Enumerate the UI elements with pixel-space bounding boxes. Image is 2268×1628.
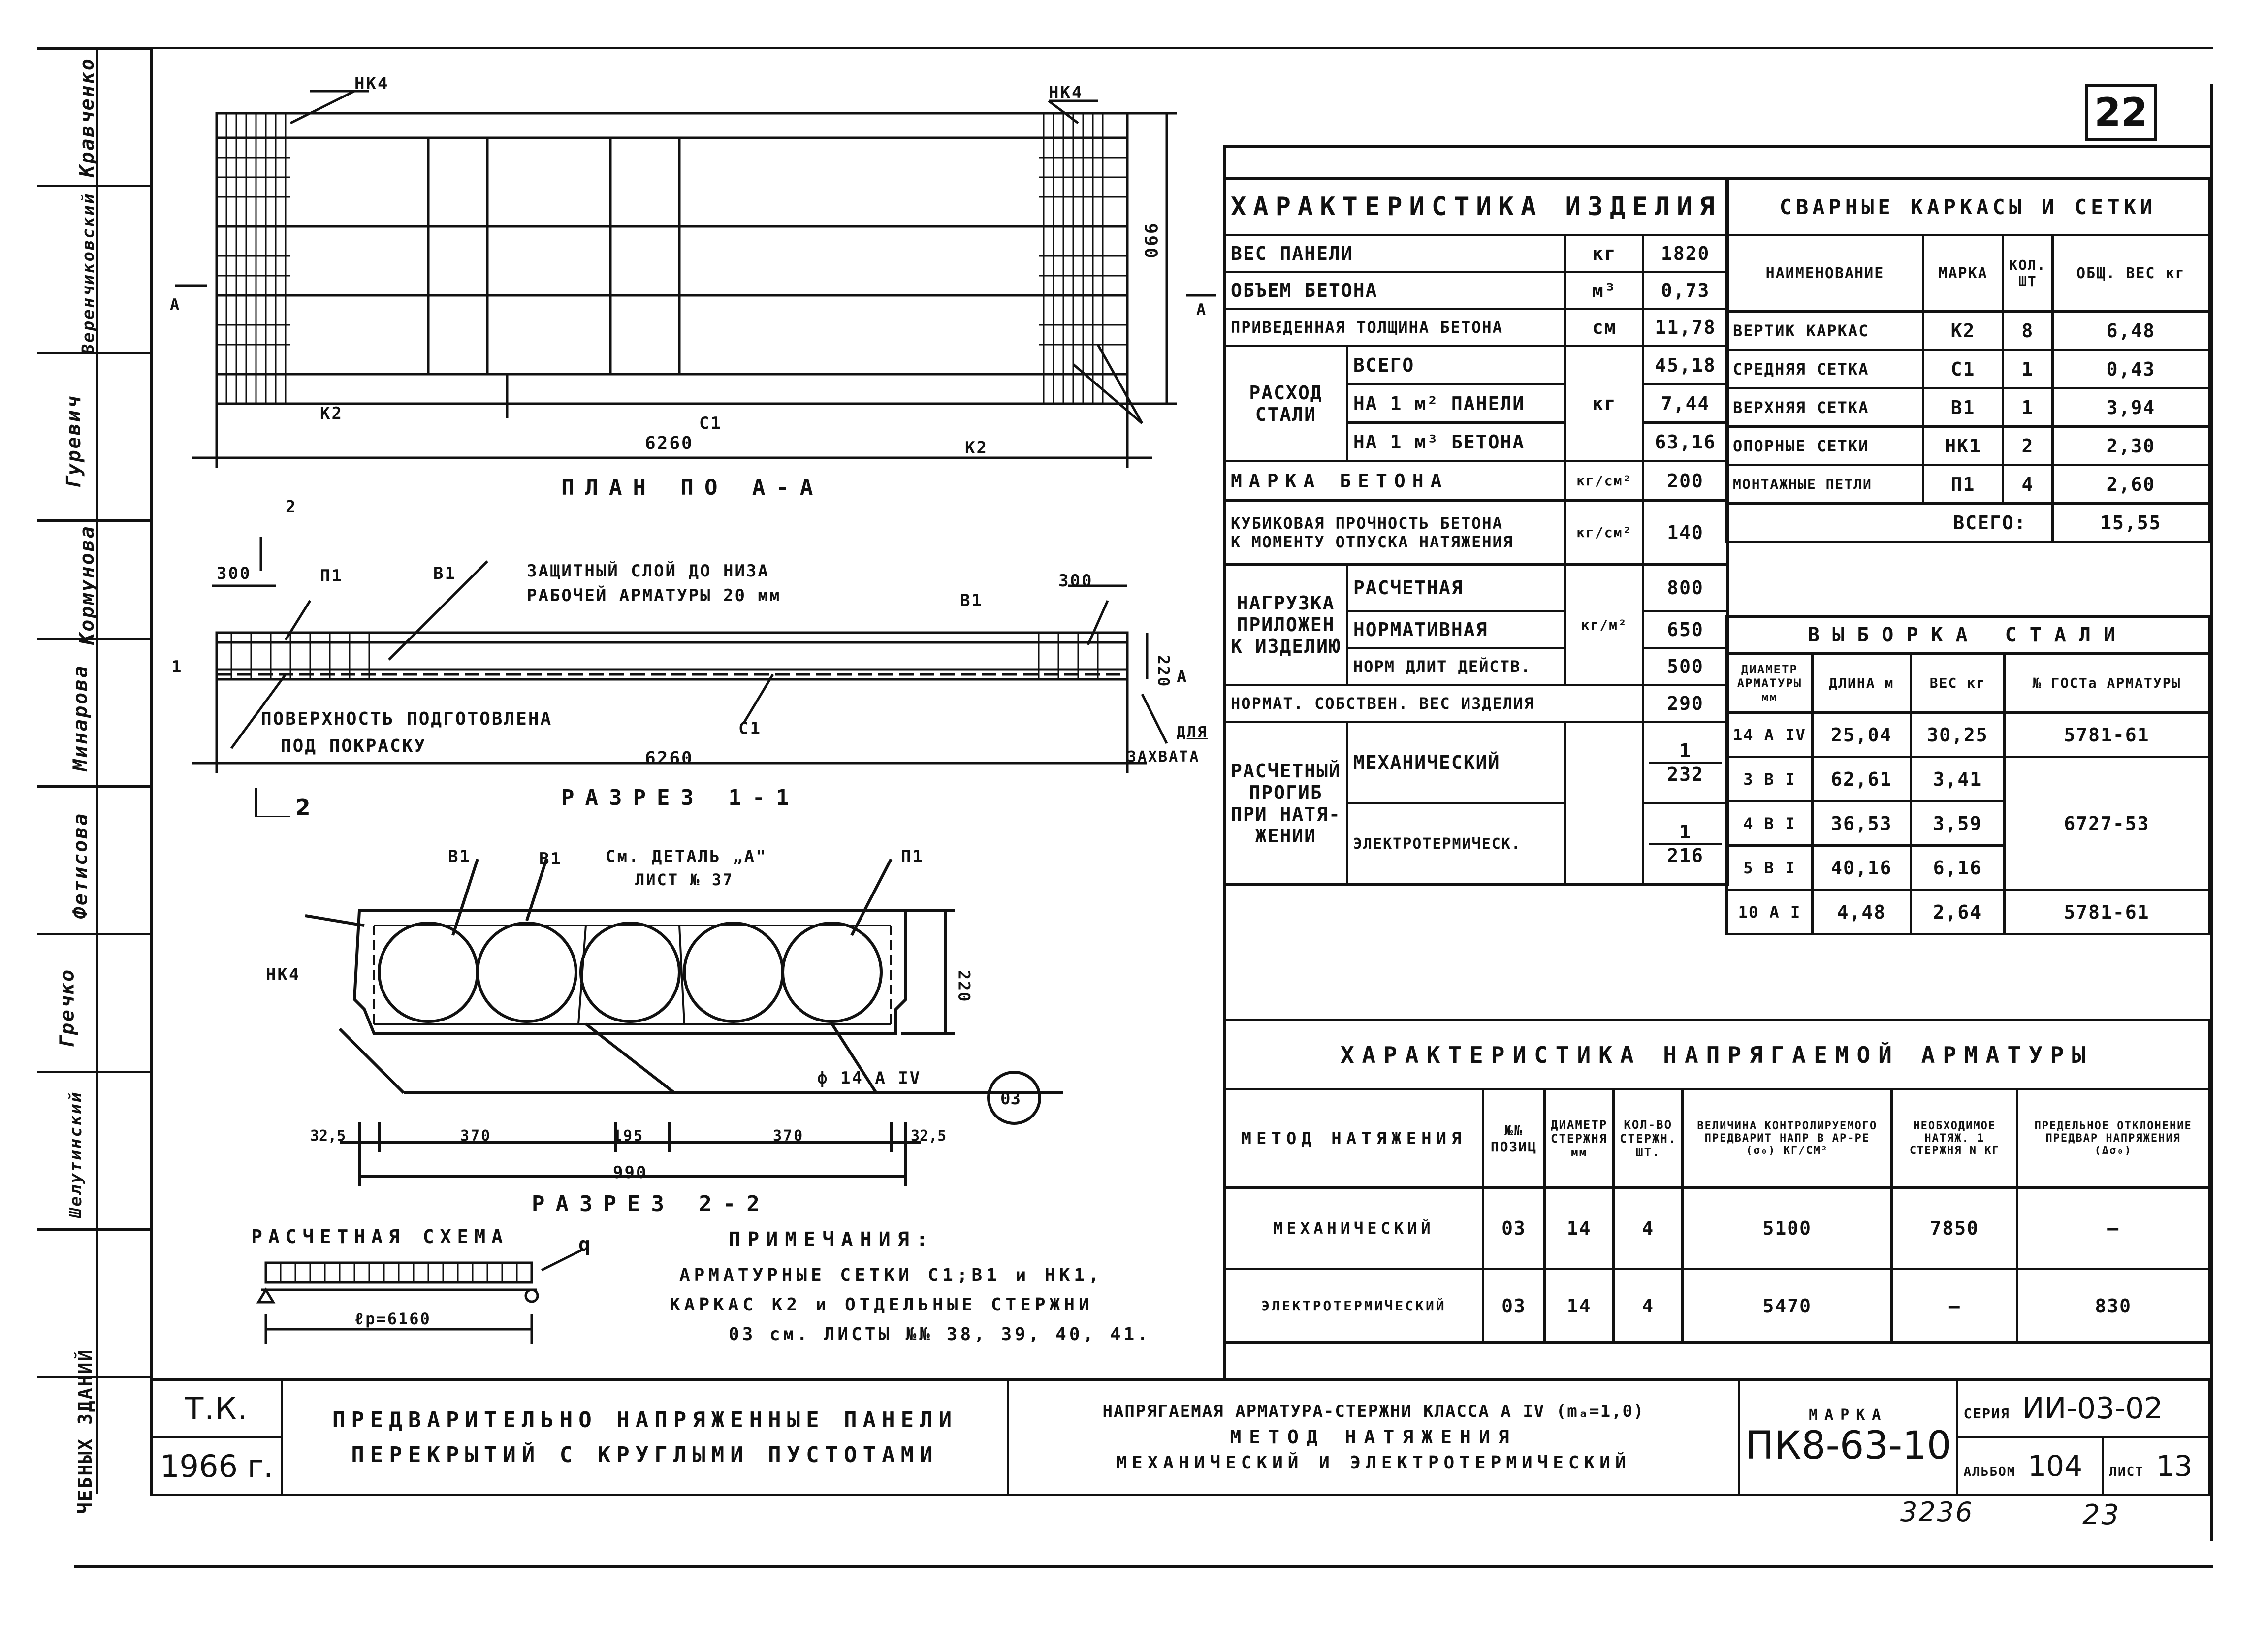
title-org-2: 1966 г. (152, 1437, 282, 1495)
steel-table-header: ВЫБОРКА СТАЛИ (1727, 617, 2209, 654)
plan-k2-left: К2 (320, 404, 343, 423)
frames-col-name: НАИМЕНОВАНИЕ (1727, 235, 1923, 312)
frames-cell: 4 (2003, 465, 2052, 504)
tension-cell: 4 (1614, 1269, 1683, 1343)
title-series: ИИ-03-02 (2022, 1391, 2163, 1426)
s22-detail-2: ЛИСТ № 37 (635, 870, 734, 889)
load-sub: РАСЧЕТНАЯ (1347, 565, 1565, 611)
frames-cell: ВЕРТИК КАРКАС (1727, 312, 1923, 350)
steel-sub: НА 1 м³ БЕТОНА (1347, 423, 1565, 461)
steel-table (1725, 615, 2210, 935)
frames-col-mark: МАРКА (1923, 235, 2003, 312)
frames-col-weight: ОБЩ. ВЕС кг (2052, 235, 2209, 312)
title-sheet-cell (2103, 1437, 2209, 1495)
steel-cell: 3 В I (1727, 757, 1813, 801)
plan-k2-right: К2 (965, 438, 988, 458)
load-value: 650 (1643, 611, 1727, 648)
cube-strength-line-1: КУБИКОВАЯ ПРОЧНОСТЬ БЕТОНА (1231, 513, 1503, 533)
steel-cell: 40,16 (1812, 846, 1911, 890)
s11-surface-1: ПОВЕРХНОСТЬ ПОДГОТОВЛЕНА (261, 709, 553, 729)
product-row-unit: см (1565, 309, 1643, 346)
title-block (150, 1378, 2210, 1496)
calc-scheme-point: q (578, 1233, 592, 1256)
deflection-sub: ЭЛЕКТРОТЕРМИЧЕСК. (1347, 803, 1565, 885)
deflection-den: 232 (1667, 764, 1704, 785)
product-row-name: ВЕС ПАНЕЛИ (1225, 235, 1565, 272)
steel-cell: 36,53 (1812, 801, 1911, 846)
steel-col-length: ДЛИНА м (1812, 654, 1911, 713)
steel-cell: 6727-53 (2004, 757, 2209, 890)
steel-value: 63,16 (1643, 423, 1727, 461)
tension-col-pos: №№ ПОЗИЦ (1483, 1089, 1545, 1188)
tension-cell: — (2017, 1188, 2209, 1269)
plan-dim-width: 990 (1140, 223, 1161, 260)
s11-dim-left: 300 (217, 564, 252, 583)
tension-cell: 4 (1614, 1188, 1683, 1269)
title-mark: ПК8-63-10 (1745, 1424, 1951, 1468)
steel-sub: НА 1 м² ПАНЕЛИ (1347, 384, 1565, 423)
load-line-1: НАГРУЗКА (1237, 592, 1335, 614)
product-row-value: 0,73 (1643, 272, 1727, 309)
s11-a: А (1177, 667, 1188, 687)
calc-scheme-title: РАСЧЕТНАЯ СХЕМА (251, 1226, 509, 1247)
concrete-grade-unit: кг/см² (1565, 461, 1643, 501)
load-line-3: К ИЗДЕЛИЮ (1231, 636, 1341, 657)
tension-col-force: НЕОБХОДИМОЕ НАТЯЖ. 1 СТЕРЖНЯ N КГ (1892, 1089, 2017, 1188)
title-desc-2: МЕТОД НАТЯЖЕНИЯ (1230, 1426, 1517, 1448)
s22-dim-1: 370 (460, 1127, 492, 1145)
title-main (282, 1380, 1008, 1495)
s11-surface-2: ПОД ПОКРАСКУ (281, 736, 427, 756)
product-table (1223, 177, 1729, 886)
tension-col-method: МЕТОД НАТЯЖЕНИЯ (1225, 1089, 1483, 1188)
concrete-grade-name: МАРКА БЕТОНА (1225, 461, 1565, 501)
notes-line-1: АРМАТУРНЫЕ СЕТКИ С1;В1 и НК1, (679, 1265, 1103, 1285)
frame-top (150, 47, 2213, 49)
steel-cell: 10 А I (1727, 890, 1813, 934)
product-row-unit: кг (1565, 235, 1643, 272)
title-album-cell (1957, 1437, 2103, 1495)
self-weight-name: НОРМАТ. СОБСТВЕН. ВЕС ИЗДЕЛИЯ (1225, 685, 1643, 722)
tension-col-dev: ПРЕДЕЛЬНОЕ ОТКЛОНЕНИЕ ПРЕДВАР НАПРЯЖЕНИЯ (Δσ₀) (2017, 1089, 2209, 1188)
cube-strength-line-2: К МОМЕНТУ ОТПУСКА НАТЯЖЕНИЯ (1231, 532, 1514, 551)
load-value: 800 (1643, 565, 1727, 611)
frames-cell: П1 (1923, 465, 2003, 504)
tension-cell: — (1892, 1269, 2017, 1343)
s11-cover-1: ЗАЩИТНЫЙ СЛОЙ ДО НИЗА (527, 561, 769, 581)
tension-cell: 14 (1545, 1269, 1614, 1343)
title-sheet-label: ЛИСТ (2109, 1465, 2144, 1479)
footer-right: 23 (2082, 1499, 2121, 1531)
frames-cell: 1 (2003, 388, 2052, 427)
deflection-value (1643, 722, 1727, 803)
strip-label: ЧЕБНЫХ ЗДАНИЙ (74, 1348, 96, 1514)
deflection-value (1643, 803, 1727, 885)
frames-cell: 2 (2003, 427, 2052, 465)
concrete-grade-value: 200 (1643, 461, 1727, 501)
plan-nk4-left: НК4 (354, 74, 389, 94)
steel-cell: 5 В I (1727, 846, 1813, 890)
s22-dim-2: 195 (613, 1127, 644, 1145)
steel-cell: 14 А IV (1727, 713, 1813, 757)
plan-nk4-right: НК4 (1049, 83, 1084, 102)
left-stamp-strip (37, 47, 153, 1514)
frames-cell: 2,30 (2052, 427, 2209, 465)
frames-cell: НК1 (1923, 427, 2003, 465)
cube-strength-name (1225, 501, 1565, 565)
frame-bottom (74, 1565, 2213, 1568)
steel-cell: 2,64 (1911, 890, 2004, 934)
title-album-label: АЛЬБОМ (1963, 1465, 2016, 1479)
tension-table (1223, 1019, 2210, 1344)
s22-height: 220 (955, 970, 974, 1003)
load-sub: НОРМАТИВНАЯ (1347, 611, 1565, 648)
deflection-num: 1 (1649, 740, 1721, 764)
cube-strength-unit: кг/см² (1565, 501, 1643, 565)
deflection-name (1225, 722, 1347, 885)
s11-b1: В1 (960, 591, 983, 610)
frames-cell: МОНТАЖНЫЕ ПЕТЛИ (1727, 465, 1923, 504)
load-sub: НОРМ ДЛИТ ДЕЙСТВ. (1347, 648, 1565, 685)
title-main-1: ПРЕДВАРИТЕЛЬНО НАПРЯЖЕННЫЕ ПАНЕЛИ (332, 1407, 958, 1433)
frames-cell: С1 (1923, 350, 2003, 388)
frames-cell: К2 (1923, 312, 2003, 350)
s22-dim-0: 32,5 (310, 1127, 346, 1145)
s22-circle-label: 03 (1000, 1089, 1021, 1109)
steel-cell: 30,25 (1911, 713, 2004, 757)
deflection-line-2: ПРОГИБ (1249, 781, 1323, 803)
steel-cell: 3,41 (1911, 757, 2004, 801)
sheet-number: 22 (2094, 90, 2148, 135)
steel-name: РАСХОД СТАЛИ (1225, 346, 1347, 461)
s11-mark-1: 1 (171, 657, 183, 677)
steel-cell: 5781-61 (2004, 890, 2209, 934)
frames-cell: В1 (1923, 388, 2003, 427)
title-series-cell (1957, 1380, 2209, 1437)
steel-cell: 4,48 (1812, 890, 1911, 934)
title-org-1: Т.К. (152, 1380, 282, 1437)
tension-col-diam: ДИАМЕТР СТЕРЖНЯ мм (1545, 1089, 1614, 1188)
signature-3: Гуревич (62, 395, 85, 489)
s22-dim-3: 370 (773, 1127, 804, 1145)
steel-sub: ВСЕГО (1347, 346, 1565, 384)
s11-mark-2-bottom: 2 (295, 795, 312, 820)
tension-col-stress: ВЕЛИЧИНА КОНТРОЛИРУЕМОГО ПРЕДВАРИТ НАПР В АР-РЕ (σ₀) КГ/СМ² (1683, 1089, 1892, 1188)
load-unit: кг/м² (1565, 565, 1643, 685)
frames-col-qty: КОЛ. ШТ (2003, 235, 2052, 312)
tension-col-qty: КОЛ-ВО СТЕРЖН. ШТ. (1614, 1089, 1683, 1188)
sheet-number-box (2085, 84, 2157, 141)
calc-scheme-drawing (256, 1250, 610, 1364)
steel-unit: кг (1565, 346, 1643, 461)
tension-cell: 5470 (1683, 1269, 1892, 1343)
tension-cell: МЕХАНИЧЕСКИЙ (1225, 1188, 1483, 1269)
notes-line-3: 03 см. ЛИСТЫ №№ 38, 39, 40, 41. (729, 1324, 1151, 1344)
calc-scheme-span: ℓр=6160 (354, 1309, 431, 1328)
tension-cell: 7850 (1892, 1188, 2017, 1269)
signature-1: Кравченко (75, 57, 98, 177)
load-value: 500 (1643, 648, 1727, 685)
frames-cell: 2,60 (2052, 465, 2209, 504)
frames-total: 15,55 (2052, 504, 2209, 542)
deflection-line-1: РАСЧЕТНЫЙ (1231, 760, 1341, 782)
signature-2: Веренчиковский (78, 192, 98, 354)
notes-title: ПРИМЕЧАНИЯ: (729, 1228, 935, 1251)
plan-c1: С1 (699, 414, 722, 433)
signature-5: Минарова (69, 664, 92, 771)
tension-cell: 14 (1545, 1188, 1614, 1269)
frames-total-label: ВСЕГО: (1727, 504, 2053, 542)
product-table-header: ХАРАКТЕРИСТИКА ИЗДЕЛИЯ (1225, 179, 1728, 235)
s22-detail-1: См. ДЕТАЛЬ „А" (606, 847, 767, 866)
s11-v1: В1 (433, 564, 456, 583)
tension-cell: 830 (2017, 1269, 2209, 1343)
s11-c1: С1 (738, 719, 762, 738)
product-row-name: ПРИВЕДЕННАЯ ТОЛЩИНА БЕТОНА (1225, 309, 1565, 346)
frames-cell: 3,94 (2052, 388, 2209, 427)
s22-dim-4: 32,5 (911, 1127, 947, 1145)
frames-cell: 6,48 (2052, 312, 2209, 350)
steel-value: 45,18 (1643, 346, 1727, 384)
frames-cell: 1 (2003, 350, 2052, 388)
frames-cell: 0,43 (2052, 350, 2209, 388)
steel-col-diam: ДИАМЕТР АРМАТУРЫ мм (1727, 654, 1813, 713)
product-row-value: 1820 (1643, 235, 1727, 272)
load-line-2: ПРИЛОЖЕН (1237, 614, 1335, 636)
plan-dim-length: 6260 (645, 433, 694, 453)
deflection-line-3: ПРИ НАТЯ- (1231, 803, 1341, 825)
cube-strength-value: 140 (1643, 501, 1727, 565)
deflection-empty (1565, 722, 1643, 885)
deflection-sub: МЕХАНИЧЕСКИЙ (1347, 722, 1565, 803)
frames-cell: ВЕРХНЯЯ СЕТКА (1727, 388, 1923, 427)
s22-b1b: В1 (539, 849, 562, 869)
s22-rebar: ф 14 А IV (817, 1068, 922, 1088)
product-row-value: 11,78 (1643, 309, 1727, 346)
s22-title: РАЗРЕЗ 2-2 (532, 1191, 770, 1216)
s11-cover-2: РАБОЧЕЙ АРМАТУРЫ 20 мм (527, 586, 781, 606)
section-22-drawing (246, 847, 1063, 1221)
tension-cell: ЭЛЕКТРОТЕРМИЧЕСКИЙ (1225, 1269, 1483, 1343)
frames-cell: 8 (2003, 312, 2052, 350)
steel-cell: 6,16 (1911, 846, 2004, 890)
steel-cell: 3,59 (1911, 801, 2004, 846)
s11-mark-2-top: 2 (286, 497, 297, 517)
deflection-num: 1 (1649, 821, 1721, 845)
tension-cell: 03 (1483, 1188, 1545, 1269)
title-album: 104 (2028, 1449, 2082, 1483)
plan-a-left: А (170, 295, 181, 314)
tension-cell: 5100 (1683, 1188, 1892, 1269)
deflection-den: 216 (1667, 845, 1704, 866)
notes-line-2: КАРКАС К2 и ОТДЕЛЬНЫЕ СТЕРЖНИ (670, 1295, 1093, 1315)
signature-4: Кормунова (75, 525, 98, 645)
title-desc-1: НАПРЯГАЕМАЯ АРМАТУРА-СТЕРЖНИ КЛАССА А IV (mₐ=1,0) (1102, 1402, 1645, 1421)
footer-left: 3236 (1900, 1497, 1974, 1528)
signature-8: Шелутинский (66, 1090, 86, 1218)
deflection-line-4: ЖЕНИИ (1255, 825, 1317, 847)
steel-cell: 4 В I (1727, 801, 1813, 846)
steel-col-gost: № ГОСТа АРМАТУРЫ (2004, 654, 2209, 713)
signature-6: Фетисова (69, 812, 92, 919)
s22-b1: В1 (448, 847, 471, 866)
s11-grip-2: ЗАХВАТА (1127, 748, 1200, 766)
signature-7: Гречко (56, 968, 79, 1049)
title-desc-3: МЕХАНИЧЕСКИЙ И ЭЛЕКТРОТЕРМИЧЕСКИЙ (1116, 1453, 1631, 1473)
s11-dim-length: 6260 (645, 748, 694, 768)
s11-dim-height: 220 (1154, 655, 1173, 688)
tension-cell: 03 (1483, 1269, 1545, 1343)
title-sheet: 13 (2156, 1449, 2193, 1483)
s11-dim-right: 300 (1058, 571, 1093, 591)
steel-cell: 62,61 (1812, 757, 1911, 801)
s11-title: РАЗРЕЗ 1-1 (561, 785, 800, 810)
s22-nk4: НК4 (266, 965, 301, 985)
product-row-name: ОБЪЕМ БЕТОНА (1225, 272, 1565, 309)
self-weight-value: 290 (1643, 685, 1727, 722)
title-mark-label: МАРКА (1809, 1406, 1888, 1424)
steel-cell: 5781-61 (2004, 713, 2209, 757)
tension-table-header: ХАРАКТЕРИСТИКА НАПРЯГАЕМОЙ АРМАТУРЫ (1225, 1021, 2209, 1089)
title-desc (1008, 1380, 1739, 1495)
title-mark-cell (1739, 1380, 1957, 1495)
plan-a-right: А (1196, 300, 1208, 319)
s22-p1: П1 (901, 847, 924, 866)
title-main-2: ПЕРЕКРЫТИЙ С КРУГЛЫМИ ПУСТОТАМИ (351, 1442, 939, 1468)
load-name (1225, 565, 1347, 685)
frames-table (1725, 177, 2210, 543)
frames-table-header: СВАРНЫЕ КАРКАСЫ И СЕТКИ (1727, 179, 2209, 235)
s11-p1: П1 (320, 566, 343, 586)
s22-total: 990 (613, 1163, 648, 1182)
steel-value: 7,44 (1643, 384, 1727, 423)
steel-cell: 25,04 (1812, 713, 1911, 757)
steel-col-weight: ВЕС кг (1911, 654, 2004, 713)
product-row-unit: м³ (1565, 272, 1643, 309)
title-series-label: СЕРИЯ (1963, 1405, 2010, 1422)
frames-cell: ОПОРНЫЕ СЕТКИ (1727, 427, 1923, 465)
s11-grip-1: ДЛЯ (1177, 724, 1208, 741)
frames-cell: СРЕДНЯЯ СЕТКА (1727, 350, 1923, 388)
plan-title: ПЛАН ПО А-А (561, 475, 824, 500)
